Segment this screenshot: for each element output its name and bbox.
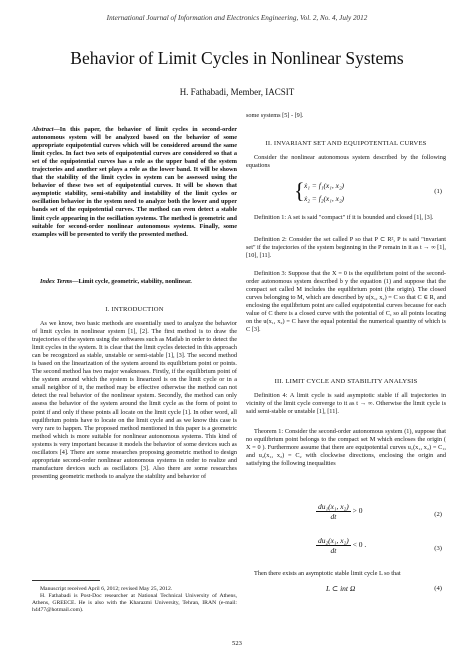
journal-header: International Journal of Information and Electronics Engineering, Vol. 2, No. 4, July 2012 — [106, 14, 368, 22]
theorem-1-text: Theorem 1: Consider the second-order autonomous system (1), suppose that no equilibrium point belongs to the compact set M which encloses the origin ( X = 0 ). Furthermore assume that there are equipotential curves u₁(x₁, x₂) = C₁, and u₂(x₁, x₂) = C₂ with clockwise directions, enclosing the origin and satisfying the following inequalities — [246, 428, 446, 468]
equation-2-number: (2) — [434, 511, 442, 518]
equation-4-expression: L ⊂ int Ω — [326, 584, 356, 593]
definition-3 — [246, 270, 446, 334]
consider-text: Consider the nonlinear autonomous system described by the following equations — [246, 154, 446, 170]
definition-4-text: Definition 4: A limit cycle is said asymptotic stable if all trajectories in vicinity of the limit cycle converge to it as t → ∞. Otherwise the limit cycle is said semi-stable or unstable [1], [11]. — [246, 392, 446, 416]
equation-3 — [246, 536, 446, 562]
equation-2-expression — [316, 502, 362, 521]
paper-author — [0, 87, 474, 97]
footnote-received: Manuscript received April 6, 2012; revised May 25, 2012. — [40, 586, 173, 592]
definition-2 — [246, 236, 446, 260]
definition-3-text: Definition 3: Suppose that the X = 0 is the equilibrium point of the second-order autonomous system described b y the equation (1) and suppose that the compact set called M includes the equilibrium point (the origin). The closed curves belonging to M, which are described by u(x₁, x₂) = C so that C ∈ R, and enclosing the equilibrium point are called equipotential curves because for each value of C there is a closed curve with the potential of C, so all points locating on the u(x₁, x₂) = C have the equal potential the numerical quantity of which is C [3]. — [246, 270, 446, 334]
equation-2-numerator: du₁(x₁, x₂) — [318, 502, 349, 511]
definition-4 — [246, 392, 446, 416]
then-paragraph — [246, 570, 446, 578]
equation-2-rhs: > 0 — [352, 506, 363, 516]
equation-3-rhs: < 0 . — [352, 540, 367, 550]
section-heading-limit-cycle: III. LIMIT CYCLE AND STABILITY ANALYSIS — [274, 378, 418, 385]
section-heading-invariant-set: II. INVARIANT SET AND EQUIPOTENTIAL CURVES — [265, 140, 427, 147]
equation-4 — [246, 584, 446, 600]
abstract-label: Abstract — [32, 126, 54, 133]
theorem-1 — [246, 428, 446, 468]
equation-3-expression — [316, 536, 366, 555]
equation-1-number: (1) — [434, 188, 442, 195]
then-text: Then there exists an asymptotic stable limit cycle L so that — [254, 570, 401, 577]
continuation-text: some systems [5] - [9]. — [246, 112, 304, 119]
equation-3-number: (3) — [434, 545, 442, 552]
equation-3-numerator: du₂(x₁, x₂) — [318, 536, 349, 545]
equation-1 — [246, 177, 446, 209]
definition-2-text: Definition 2: Consider the set called P so that P ⊂ R², P is said "invariant set" if the trajectories of the system beginning in the P remain in it as t → ∞ [1], [10], [11]. — [246, 236, 446, 260]
definition-1-text: Definition 1: A set is said "compact" if it is bounded and closed [1], [3]. — [254, 214, 434, 221]
paper-title: Behavior of Limit Cycles in Nonlinear Systems — [70, 48, 404, 68]
page-number: 523 — [232, 640, 242, 647]
section-heading-introduction: I. INTRODUCTION — [105, 306, 164, 313]
index-text: —Limit cycle, geometric, stability, nonlinear. — [72, 278, 192, 285]
equation-1b: ẋ₂ = f₂(x₁, x₂) — [304, 194, 345, 203]
consider-paragraph — [246, 154, 446, 170]
equation-brace: { — [294, 178, 305, 203]
intro-text: As we know, two basic methods are essentially used to analyze the behavior of limit cycles in nonlinear system [1], [2]. The first method is to draw the trajectories of the system using the softwares such as Matlab in order to detect the limit cycles in the system. It is clear that the limit cycles detected in this approach can be recognized as stable, unstable or semi-stable [1], [3]. The second method is based on the linearization of the system around its equilibrium point or points. The second method has two major weaknesses. Firstly, if the equilibrium point of the system around which the system is linearized is on the limit cycle or in a small neighbor of it, the method may be effective otherwise the method can not detect the real behavior of the nonlinear system. Secondly, the method can only assess the behavior of the system around the limit cycle as the form of point to point if and only if these points all locate on the limit cycle [1]. In other word, all equilibrium points have to locate on the limit cycle and as we know this case is very rare to happen. The proposed method mentioned in this paper is a geometric method which is more suitable for nonlinear autonomous systems. This kind of systems is very important because it models the behavior of some devices such as oscillators [4]. There are some researches proposing geometric method to design appropriate second-order nonlinear autonomous systems in order to realize and manufacture devices such as oscillators [3]. Also there are some researches presenting geometric methods to analyze the stability and behavior of — [32, 320, 237, 480]
definition-1 — [246, 214, 446, 222]
footnote-rule — [32, 580, 100, 581]
index-label: Index Terms — [40, 278, 73, 285]
abstract-text: —In this paper, the behavior of limit cycles in second-order autonomous system will be analyzed based on the behavior of some appropriate equipotential curves which will be considered around the same limit cycles. In fact two sets of equipotential curves are considered so that a set of the equipotential curves has a role as the upper band of the system trajectories and another set plays a role as the lower band. It will be shown that the stability of the limit cycles in system can be assessed using the behavior of these two set of equipotential curves. It will be shown that asymptotic stability, semi-stability and instability of the limit cycles or oscillation behavior in the system need to analyze both the lower and upper bands set of the equipotential curves. The method can even detect a stable limit cycle appearing in the oscillation systems. The method is geometric and suitable for second-order nonlinear autonomous systems. Finally, some examples will be presented to verify the presented method. — [32, 126, 237, 238]
equation-1a: ẋ₁ = f₁(x₁, x₂) — [304, 181, 345, 190]
equation-3-denominator: dt — [330, 546, 337, 555]
introduction-paragraph — [32, 320, 237, 481]
index-terms — [32, 278, 237, 286]
footnote-author: H. Fathabadi is Post-Doc researcher at National Technical University of Athens, Athens, GREECE. He is also with the Kharazmi University, Tehran, IRAN (e-mail: h4477@hotmail.com). — [32, 593, 237, 613]
abstract — [32, 126, 237, 239]
author-text: H. Fathabadi, Member, IACSIT — [179, 87, 295, 97]
footnotes — [32, 586, 237, 614]
equation-4-number: (4) — [434, 585, 442, 592]
equation-2-denominator: dt — [330, 512, 337, 521]
equation-2 — [246, 502, 446, 528]
